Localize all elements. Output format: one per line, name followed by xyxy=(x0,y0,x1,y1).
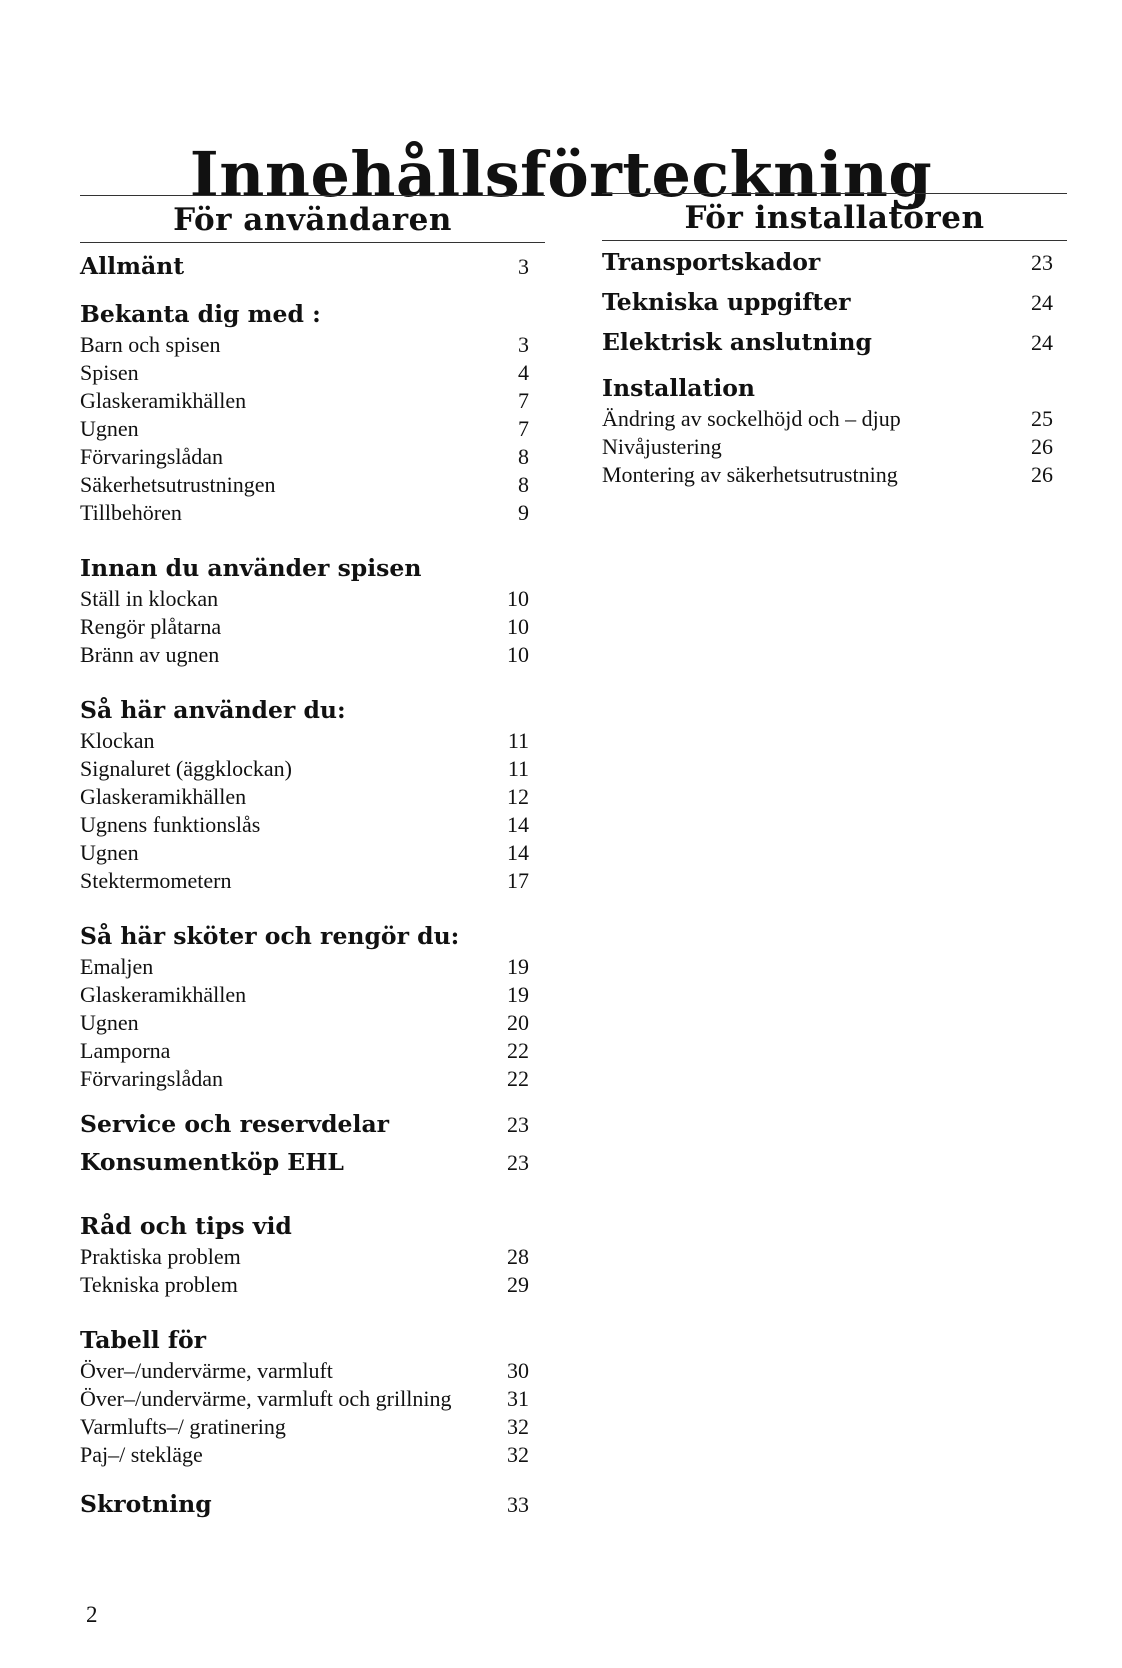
toc-section xyxy=(80,1107,545,1141)
toc-entry[interactable] xyxy=(80,1271,545,1299)
toc-entry[interactable] xyxy=(80,585,545,613)
toc-entry[interactable] xyxy=(80,811,545,839)
entry-label: Lamporna xyxy=(80,1038,171,1063)
section-heading-row[interactable] xyxy=(80,1323,545,1357)
toc-entry[interactable] xyxy=(80,641,545,669)
toc-entry[interactable] xyxy=(80,443,545,471)
section-title: Konsumentköp EHL xyxy=(80,1148,344,1176)
user-column xyxy=(80,195,545,1521)
entry-label: Bränn av ugnen xyxy=(80,642,220,667)
toc-entry[interactable] xyxy=(80,1009,545,1037)
column-heading: För användaren xyxy=(173,202,452,238)
page-ref: 10 xyxy=(507,642,529,667)
page-ref: 31 xyxy=(507,1386,529,1411)
page-ref: 11 xyxy=(507,756,529,781)
toc-entry[interactable] xyxy=(80,613,545,641)
entry-label: Nivåjustering xyxy=(602,434,722,459)
toc-entry[interactable] xyxy=(80,499,545,527)
page-ref: 8 xyxy=(518,472,529,497)
toc-entry[interactable] xyxy=(602,405,1067,433)
toc-section xyxy=(80,1487,545,1521)
toc-entry[interactable] xyxy=(80,471,545,499)
entry-label: Spisen xyxy=(80,360,139,385)
toc-entry[interactable] xyxy=(80,1037,545,1065)
toc-section xyxy=(602,245,1067,279)
page-ref: 4 xyxy=(518,360,529,385)
page-ref: 8 xyxy=(518,444,529,469)
page-ref: 24 xyxy=(1031,290,1053,315)
section-title: Tabell för xyxy=(80,1326,207,1354)
entry-label: Förvaringslådan xyxy=(80,1066,223,1091)
section-heading-row[interactable] xyxy=(80,551,545,585)
toc-entry[interactable] xyxy=(602,433,1067,461)
page-ref: 29 xyxy=(507,1272,529,1297)
entry-label: Glaskeramikhällen xyxy=(80,982,247,1007)
section-heading-row[interactable] xyxy=(80,1209,545,1243)
page-ref: 14 xyxy=(507,812,529,837)
page-ref: 26 xyxy=(1031,462,1053,487)
toc-entry[interactable] xyxy=(80,953,545,981)
section-heading-row[interactable] xyxy=(80,693,545,727)
entry-label: Glaskeramikhällen xyxy=(80,784,247,809)
page-ref: 10 xyxy=(507,614,529,639)
section-title: Service och reservdelar xyxy=(80,1110,390,1138)
section-heading-row[interactable] xyxy=(80,1107,545,1141)
toc-entry[interactable] xyxy=(80,415,545,443)
page-ref: 14 xyxy=(507,840,529,865)
entry-label: Barn och spisen xyxy=(80,332,221,357)
entry-label: Stektermometern xyxy=(80,868,232,893)
entry-label: Varmlufts–/ gratinering xyxy=(80,1414,286,1439)
toc-section xyxy=(80,249,545,283)
toc-entry[interactable] xyxy=(80,981,545,1009)
section-title: Installation xyxy=(602,374,756,402)
page-ref: 19 xyxy=(507,954,529,979)
column-heading: För installatören xyxy=(684,200,985,236)
section-heading-row[interactable] xyxy=(80,297,545,331)
toc-entry[interactable] xyxy=(80,755,545,783)
section-heading-row[interactable] xyxy=(602,325,1067,359)
section-title: Bekanta dig med : xyxy=(80,300,321,328)
page-ref: 32 xyxy=(507,1442,529,1467)
page-ref: 33 xyxy=(507,1492,529,1517)
toc-entry[interactable] xyxy=(80,867,545,895)
page-title: Innehållsförteckning xyxy=(189,137,933,211)
toc-list xyxy=(80,249,545,1521)
entry-label: Förvaringslådan xyxy=(80,444,223,469)
toc-entry[interactable] xyxy=(80,387,545,415)
installer-column xyxy=(602,193,1067,489)
section-heading-row[interactable] xyxy=(602,285,1067,319)
page-ref: 25 xyxy=(1031,406,1053,431)
toc-entry[interactable] xyxy=(80,1065,545,1093)
page-ref: 7 xyxy=(518,416,529,441)
entry-label: Över–/undervärme, varmluft xyxy=(80,1358,333,1383)
page-ref: 19 xyxy=(507,982,529,1007)
entry-label: Rengör plåtarna xyxy=(80,614,222,639)
toc-section xyxy=(80,1323,545,1469)
entry-label: Tillbehören xyxy=(80,500,182,525)
entry-label: Glaskeramikhällen xyxy=(80,388,247,413)
section-heading-row[interactable] xyxy=(602,371,1067,405)
toc-section xyxy=(80,1145,545,1179)
entry-label: Säkerhetsutrustningen xyxy=(80,472,276,497)
toc-section xyxy=(602,325,1067,359)
page-ref: 3 xyxy=(518,254,529,279)
page-ref: 11 xyxy=(507,728,529,753)
entry-label: Signaluret (äggklockan) xyxy=(80,756,292,781)
page-ref: 9 xyxy=(518,500,529,525)
section-title: Så här sköter och rengör du: xyxy=(80,922,460,950)
toc-list xyxy=(602,245,1067,489)
page-ref: 28 xyxy=(507,1244,529,1269)
page-ref: 7 xyxy=(518,388,529,413)
entry-label: Ugnens funktionslås xyxy=(80,812,261,837)
section-heading-row[interactable] xyxy=(80,1487,545,1521)
entry-label: Ugnen xyxy=(80,416,139,441)
page-ref: 24 xyxy=(1031,330,1053,355)
page-ref: 23 xyxy=(1031,250,1053,275)
entry-label: Ändring av sockelhöjd och – djup xyxy=(602,406,901,431)
page-ref: 12 xyxy=(507,784,529,809)
page-ref: 10 xyxy=(507,586,529,611)
toc-entry[interactable] xyxy=(602,461,1067,489)
page-ref: 22 xyxy=(507,1066,529,1091)
toc-section xyxy=(80,919,545,1093)
section-heading-row[interactable] xyxy=(602,245,1067,279)
toc-entry[interactable] xyxy=(80,1357,545,1385)
entry-label: Ställ in klockan xyxy=(80,586,219,611)
toc-entry[interactable] xyxy=(80,839,545,867)
toc-entry[interactable] xyxy=(80,359,545,387)
toc-section xyxy=(80,693,545,895)
page-ref: 20 xyxy=(507,1010,529,1035)
toc-entry[interactable] xyxy=(80,1441,545,1469)
toc-entry[interactable] xyxy=(80,331,545,359)
toc-section xyxy=(80,297,545,527)
toc-entry[interactable] xyxy=(80,1243,545,1271)
section-title: Råd och tips vid xyxy=(80,1212,292,1240)
page-ref: 23 xyxy=(507,1150,529,1175)
entry-label: Ugnen xyxy=(80,840,139,865)
toc-entry[interactable] xyxy=(80,1385,545,1413)
entry-label: Klockan xyxy=(80,728,155,753)
divider xyxy=(602,240,1067,241)
entry-label: Emaljen xyxy=(80,954,154,979)
page-ref: 23 xyxy=(507,1112,529,1137)
entry-label: Ugnen xyxy=(80,1010,139,1035)
toc-section xyxy=(80,1209,545,1299)
toc-section xyxy=(602,371,1067,489)
section-title: Allmänt xyxy=(80,252,185,280)
page-ref: 22 xyxy=(507,1038,529,1063)
entry-label: Paj–/ stekläge xyxy=(80,1442,203,1467)
section-title: Skrotning xyxy=(80,1490,212,1518)
section-heading-row[interactable] xyxy=(80,919,545,953)
toc-entry[interactable] xyxy=(80,727,545,755)
toc-entry[interactable] xyxy=(80,1413,545,1441)
section-title: Transportskador xyxy=(602,248,821,276)
entry-label: Över–/undervärme, varmluft och grillning xyxy=(80,1386,452,1411)
page-number: 2 xyxy=(86,1602,98,1627)
toc-entry[interactable] xyxy=(80,783,545,811)
entry-label: Praktiska problem xyxy=(80,1244,241,1269)
toc-section xyxy=(602,285,1067,319)
divider xyxy=(80,242,545,243)
page-ref: 26 xyxy=(1031,434,1053,459)
entry-label: Montering av säkerhetsutrustning xyxy=(602,462,898,487)
entry-label: Tekniska problem xyxy=(80,1272,238,1297)
page-ref: 3 xyxy=(518,332,529,357)
page-ref: 30 xyxy=(507,1358,529,1383)
section-title: Så här använder du: xyxy=(80,696,346,724)
section-title: Elektrisk anslutning xyxy=(602,328,872,356)
page-ref: 17 xyxy=(507,868,529,893)
section-title: Innan du använder spisen xyxy=(80,554,422,582)
toc-section xyxy=(80,551,545,669)
section-heading-row[interactable] xyxy=(80,249,545,283)
section-heading-row[interactable] xyxy=(80,1145,545,1179)
page-ref: 32 xyxy=(507,1414,529,1439)
section-title: Tekniska uppgifter xyxy=(602,288,851,316)
